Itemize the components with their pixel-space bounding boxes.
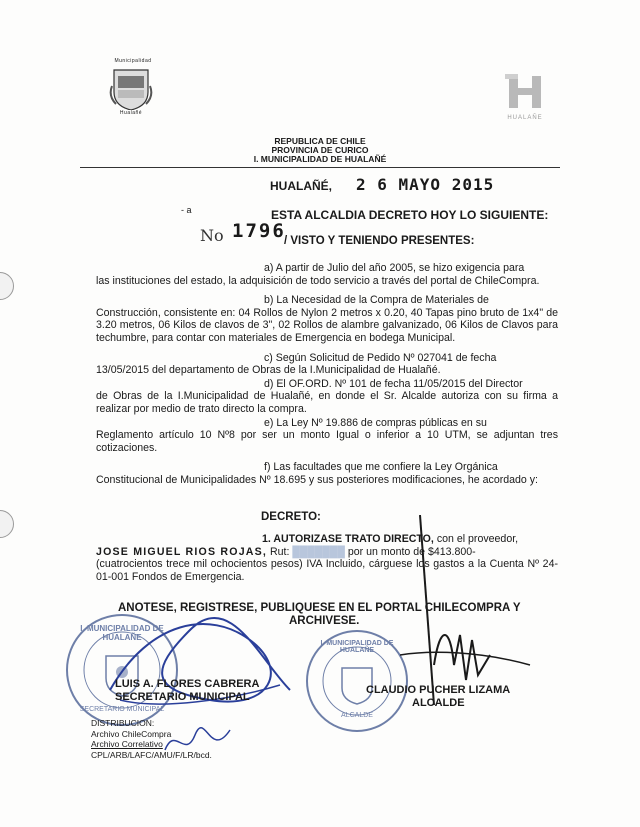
decreto-heading: DECRETO: bbox=[261, 511, 321, 523]
consideration-c bbox=[96, 352, 558, 377]
header-rule bbox=[80, 167, 560, 168]
consideration-e-first: e) La Ley Nº 19.886 de compras públicas en su bbox=[264, 416, 487, 429]
decree-number-prefix: No bbox=[200, 226, 224, 245]
visto-heading: / VISTO Y TENIENDO PRESENTES: bbox=[284, 235, 475, 247]
right-signer-title: ALCALDE bbox=[412, 697, 465, 709]
consideration-f-first: f) Las facultades que me confiere la Ley Orgánica bbox=[264, 461, 498, 474]
left-seal-subtext: SECRETARIO MUNICIPAL bbox=[79, 706, 165, 713]
right-seal-subtext: ALCALDE bbox=[341, 712, 373, 719]
consideration-d bbox=[96, 378, 558, 416]
consideration-a-rest: las instituciones del estado, la adquisición de todo servicio a través del portal de ChileCompra. bbox=[96, 274, 540, 287]
resolution-point: 1. AUTORIZASE TRATO DIRECTO, bbox=[262, 533, 434, 545]
consideration-c-first: c) Según Solicitud de Pedido Nº 027041 de fecha bbox=[264, 351, 497, 364]
crest-sublabel: Hualañé bbox=[119, 110, 143, 116]
decree-date-stamp: 2 6 MAYO 2015 bbox=[356, 175, 495, 194]
left-signer-name: LUIS A. FLORES CABRERA bbox=[115, 678, 260, 690]
left-signer-title: SECRETARIO MUNICIPAL bbox=[115, 691, 250, 703]
logo-label: HUALAÑE bbox=[507, 115, 543, 121]
considerations-block bbox=[96, 262, 558, 487]
consideration-b-first: b) La Necesidad de la Compra de Materiales de bbox=[264, 294, 489, 307]
consideration-e-rest: Reglamento artículo 10 Nº8 por ser un monto Igual o inferior a 10 UTM, se adjuntan tres cotizaciones. bbox=[96, 429, 558, 454]
provider-name: JOSE MIGUEL RIOS ROJAS, bbox=[96, 545, 268, 558]
crest-label: Municipalidad bbox=[114, 58, 152, 64]
closing-line2: ARCHIVESE. bbox=[289, 615, 360, 627]
distribution-title: DISTRIBUCION: bbox=[91, 718, 155, 728]
distribution-item: Archivo ChileCompra bbox=[91, 728, 172, 739]
rut-label: Rut: bbox=[267, 545, 290, 558]
punch-hole-top bbox=[0, 272, 14, 300]
consideration-f bbox=[96, 461, 558, 486]
consideration-d-rest: de Obras de la I.Municipalidad de Hualañé, en donde el Sr. Alcalde autoriza con su firma a realizar por medio de trato directo la compra. bbox=[96, 390, 558, 415]
header-municipality: I. MUNICIPALIDAD DE HUALAÑÉ bbox=[253, 154, 387, 164]
consideration-b bbox=[96, 294, 558, 344]
left-handwritten-signature bbox=[90, 600, 310, 730]
consideration-d-first: d) El OF.ORD. Nº 101 de fecha 11/05/2015 del Director bbox=[264, 377, 523, 390]
rut-redacted: ███████ bbox=[292, 545, 345, 558]
distribution-item: CPL/ARB/LAFC/AMU/F/LR/bcd. bbox=[91, 749, 212, 760]
distribution-block bbox=[91, 718, 212, 760]
hualane-h-logo bbox=[505, 74, 545, 124]
punch-hole-bottom bbox=[0, 510, 14, 538]
right-signer-name: CLAUDIO PUCHER LIZAMA bbox=[366, 684, 511, 696]
header-province: PROVINCIA DE CURICO bbox=[271, 145, 369, 155]
consideration-a-first: a) A partir de Julio del año 2005, se hizo exigencia para bbox=[264, 262, 525, 274]
consideration-a bbox=[96, 262, 558, 287]
right-municipal-seal bbox=[306, 630, 408, 732]
consideration-c-rest: 13/05/2015 del departamento de Obras de la I.Municipalidad de Hualañé. bbox=[96, 364, 441, 377]
consideration-b-rest: Construcción, consistente en: 04 Rollos de Nylon 2 metros x 0.20, 40 Tapas pino bruto de 1x4" de 3.20 metros, 06 Kilos de clavos de 3", 02 Rollos de alambre galvanizado, 06 Kilos de Clavos para techumbre, para contar con materiales de Emergencia en bodega Municipal. bbox=[96, 306, 558, 344]
resolution-rest: (cuatrocientos trece mil ochocientos pesos) IVA Incluido, cárguese los gastos a la Cuenta Nº 24-01-001 Fondos de Emergencia. bbox=[96, 558, 558, 583]
municipal-crest-logo bbox=[108, 58, 154, 118]
decree-intro: ESTA ALCALDIA DECRETO HOY LO SIGUIENTE: bbox=[271, 208, 549, 222]
decree-number: 1796 bbox=[232, 220, 286, 242]
header-republic: REPUBLICA DE CHILE bbox=[274, 136, 366, 146]
resolution-point-tail: con el proveedor, bbox=[433, 533, 519, 545]
distribution-item: Archivo Correlativo bbox=[91, 739, 163, 749]
closing-line1: ANOTESE, REGISTRESE, PUBLIQUESE EN EL PORTAL CHILECOMPRA Y bbox=[118, 602, 521, 614]
stray-mark: - a bbox=[181, 205, 192, 215]
consideration-f-rest: Constitucional de Municipalidades Nº 18.695 y sus posteriores modificaciones, he acordado y: bbox=[96, 473, 538, 486]
consideration-e bbox=[96, 417, 558, 455]
right-seal-text: I. MUNICIPALIDAD DE HUALAÑE bbox=[320, 640, 394, 654]
left-seal-text: I. MUNICIPALIDAD DE HUALAÑE bbox=[80, 624, 164, 642]
amount-text: por un monto de $413.800- bbox=[344, 545, 476, 558]
place-label: HUALAÑÉ, bbox=[270, 179, 332, 193]
